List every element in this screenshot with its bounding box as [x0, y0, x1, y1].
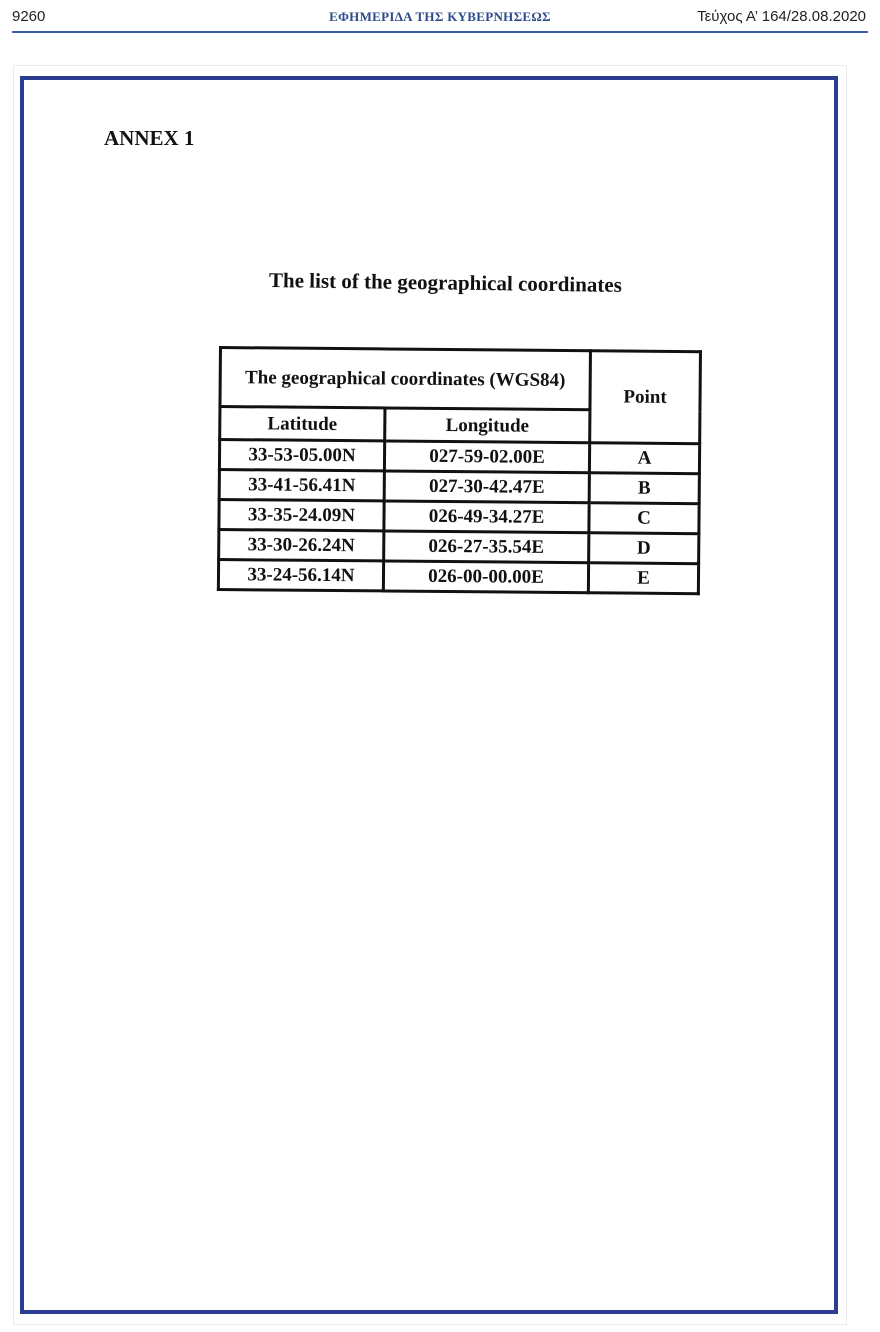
- latitude-header: Latitude: [220, 407, 385, 441]
- page-number: 9260: [12, 8, 46, 25]
- point-cell: D: [589, 533, 699, 564]
- longitude-header: Longitude: [385, 408, 590, 443]
- table-row: [218, 560, 698, 594]
- point-header: Point: [590, 351, 701, 444]
- table-row: [219, 500, 699, 534]
- gazette-header: [12, 8, 868, 30]
- table-row: [219, 530, 699, 564]
- page-frame: [20, 76, 838, 1314]
- issue-info: Τεύχος Α’ 164/28.08.2020: [697, 8, 866, 25]
- gazette-title: ΕΦΗΜΕΡΙΔΑ ΤΗΣ ΚΥΒΕΡΝΗΣΕΩΣ: [329, 9, 551, 24]
- header-rule: [12, 31, 868, 33]
- point-cell: E: [588, 563, 698, 594]
- point-cell: C: [589, 503, 699, 534]
- longitude-cell: 026-27-35.54E: [384, 531, 589, 563]
- table-row: [219, 440, 699, 474]
- longitude-cell: 026-49-34.27E: [384, 501, 589, 533]
- coordinates-table: [217, 346, 702, 595]
- longitude-cell: 027-59-02.00E: [384, 441, 589, 473]
- latitude-cell: 33-35-24.09N: [219, 500, 384, 531]
- longitude-cell: 026-00-00.00E: [383, 561, 588, 593]
- latitude-cell: 33-24-56.14N: [218, 560, 383, 591]
- scanned-page: [14, 66, 846, 1324]
- table-header-row: [220, 348, 701, 411]
- coordinates-table-wrapper: [217, 346, 699, 595]
- point-cell: B: [589, 473, 699, 504]
- point-cell: A: [589, 443, 699, 474]
- coordinates-group-header: The geographical coordinates (WGS84): [220, 348, 591, 410]
- annex-title: ANNEX 1: [104, 126, 195, 150]
- longitude-cell: 027-30-42.47E: [384, 471, 589, 503]
- latitude-cell: 33-53-05.00N: [219, 440, 384, 471]
- table-row: [219, 470, 699, 504]
- latitude-cell: 33-41-56.41N: [219, 470, 384, 501]
- latitude-cell: 33-30-26.24N: [219, 530, 384, 561]
- list-title: The list of the geographical coordinates: [268, 268, 623, 297]
